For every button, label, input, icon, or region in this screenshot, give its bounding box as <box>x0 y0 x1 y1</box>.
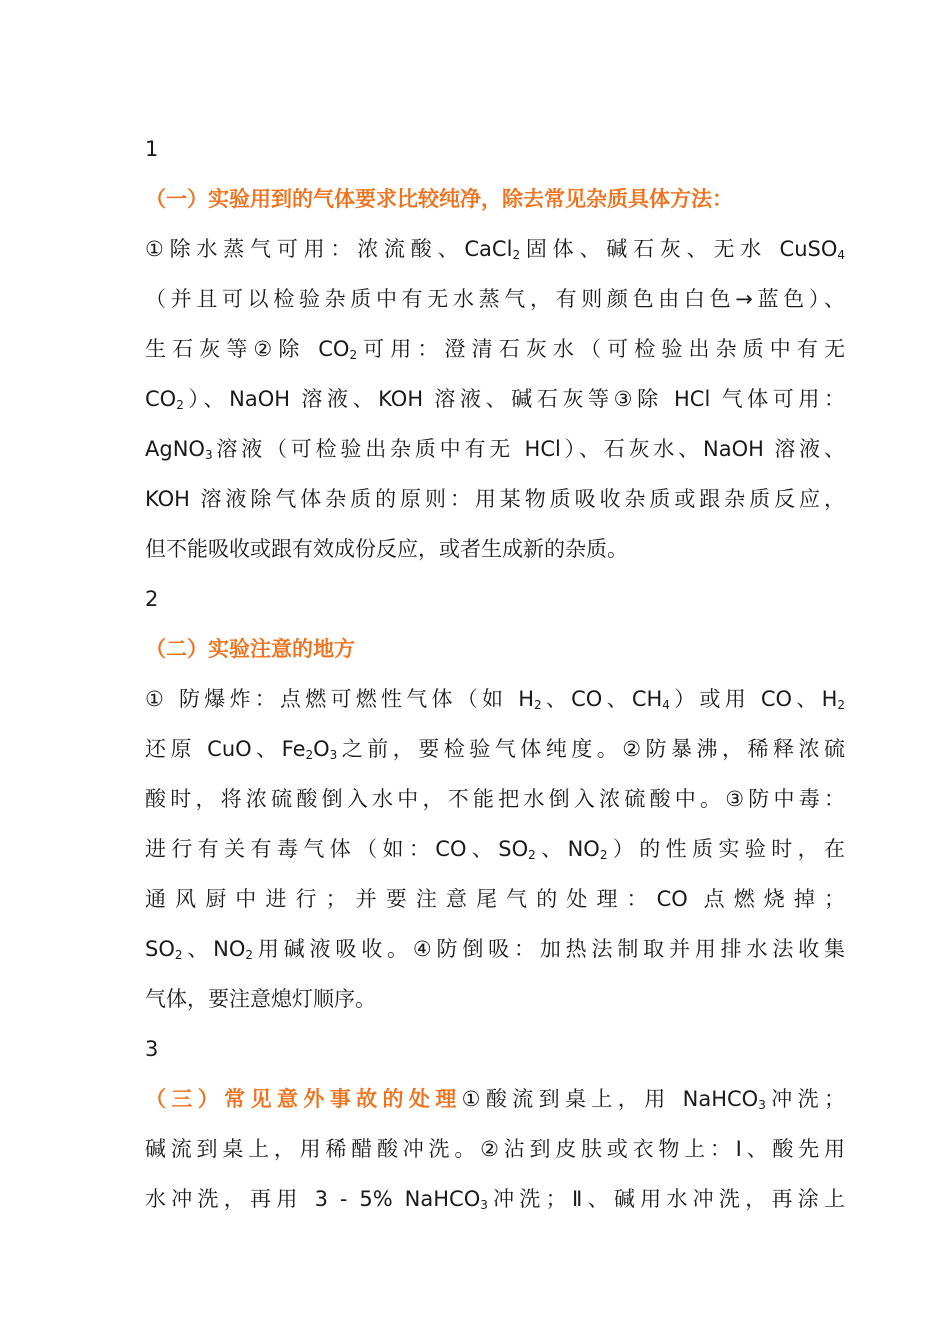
subscript: 3 <box>204 448 213 462</box>
paragraph-line: （并且可以检验杂质中有无水蒸气，有则颜色由白色→蓝色）、 <box>145 287 845 311</box>
subscript: 2 <box>534 698 542 712</box>
section-heading: （一）实验用到的气体要求比较纯净，除去常见杂质具体方法： <box>145 187 733 211</box>
subscript: 2 <box>599 848 608 862</box>
paragraph-line: KOH 溶液除气体杂质的原则：用某物质吸收杂质或跟杂质反应， <box>145 487 845 511</box>
paragraph-line: ①除水蒸气可用：浓流酸、CaCl$_2$固体、碱石灰、无水 CuSO$_4$ <box>145 237 845 262</box>
section-number: 3 <box>145 1037 159 1061</box>
subscript: 4 <box>662 698 670 712</box>
section-number: 1 <box>145 137 159 161</box>
subscript: 4 <box>837 248 845 262</box>
paragraph-line: 进行有关有毒气体（如：CO、$SO_2$、$NO_2$）的性质实验时，在 <box>145 837 845 862</box>
subscript: 2 <box>245 948 254 962</box>
subscript: 2 <box>528 848 536 862</box>
subscript: 3 <box>329 748 338 762</box>
paragraph-line: 气体，要注意熄灯顺序。 <box>145 987 376 1011</box>
paragraph-line: ① 防爆炸：点燃可燃性气体（如 $H_2$、CO、$CH_4$）或用 CO、$H_2$ <box>145 687 845 712</box>
paragraph-line: 水冲洗，再用 3 - 5% NaHCO$_3$冲洗；Ⅱ、碱用水冲洗，再涂上 <box>145 1187 846 1212</box>
section-number: 2 <box>145 587 159 611</box>
paragraph-text: ①酸流到桌上，用 NaHCO$_3$冲洗； <box>461 1087 846 1112</box>
paragraph-line: 生石灰等②除 $CO_2$可用：澄清石灰水（可检验出杂质中有无 <box>145 337 845 362</box>
subscript: 2 <box>174 948 183 962</box>
paragraph-line: 但不能吸收或跟有效成份反应，或者生成新的杂质。 <box>145 537 628 561</box>
subscript: 2 <box>305 748 314 762</box>
subscript: 3 <box>480 1198 488 1212</box>
subscript: 3 <box>758 1098 766 1112</box>
paragraph-line: 通风厨中进行；并要注意尾气的处理：CO 点燃烧掉； <box>145 887 845 911</box>
section-heading-line <box>145 1074 845 1124</box>
paragraph-line: $SO_2$、$NO_2$用碱液吸收。④防倒吸：加热法制取并用排水法收集 <box>145 937 845 962</box>
section-heading: （二）实验注意的地方 <box>145 637 355 661</box>
paragraph-line: AgNO$_3$溶液（可检验出杂质中有无 HCl）、石灰水、NaOH 溶液、 <box>145 437 845 462</box>
subscript: 2 <box>512 248 521 262</box>
subscript: 2 <box>176 398 184 412</box>
paragraph-line: $CO_2$）、NaOH 溶液、KOH 溶液、碱石灰等③除 HCl 气体可用： <box>145 387 845 412</box>
paragraph-line: 还原 CuO、$Fe_2O_3$之前，要检验气体纯度。②防暴沸，稀释浓硫 <box>145 737 845 762</box>
paragraph-line: 碱流到桌上，用稀醋酸冲洗。②沾到皮肤或衣物上：Ⅰ、酸先用 <box>145 1137 845 1161</box>
paragraph-line: 酸时，将浓硫酸倒入水中，不能把水倒入浓硫酸中。③防中毒： <box>145 787 845 811</box>
section-heading: （三）常见意外事故的处理 <box>145 1087 462 1111</box>
subscript: 2 <box>349 348 358 362</box>
subscript: 2 <box>837 698 845 712</box>
